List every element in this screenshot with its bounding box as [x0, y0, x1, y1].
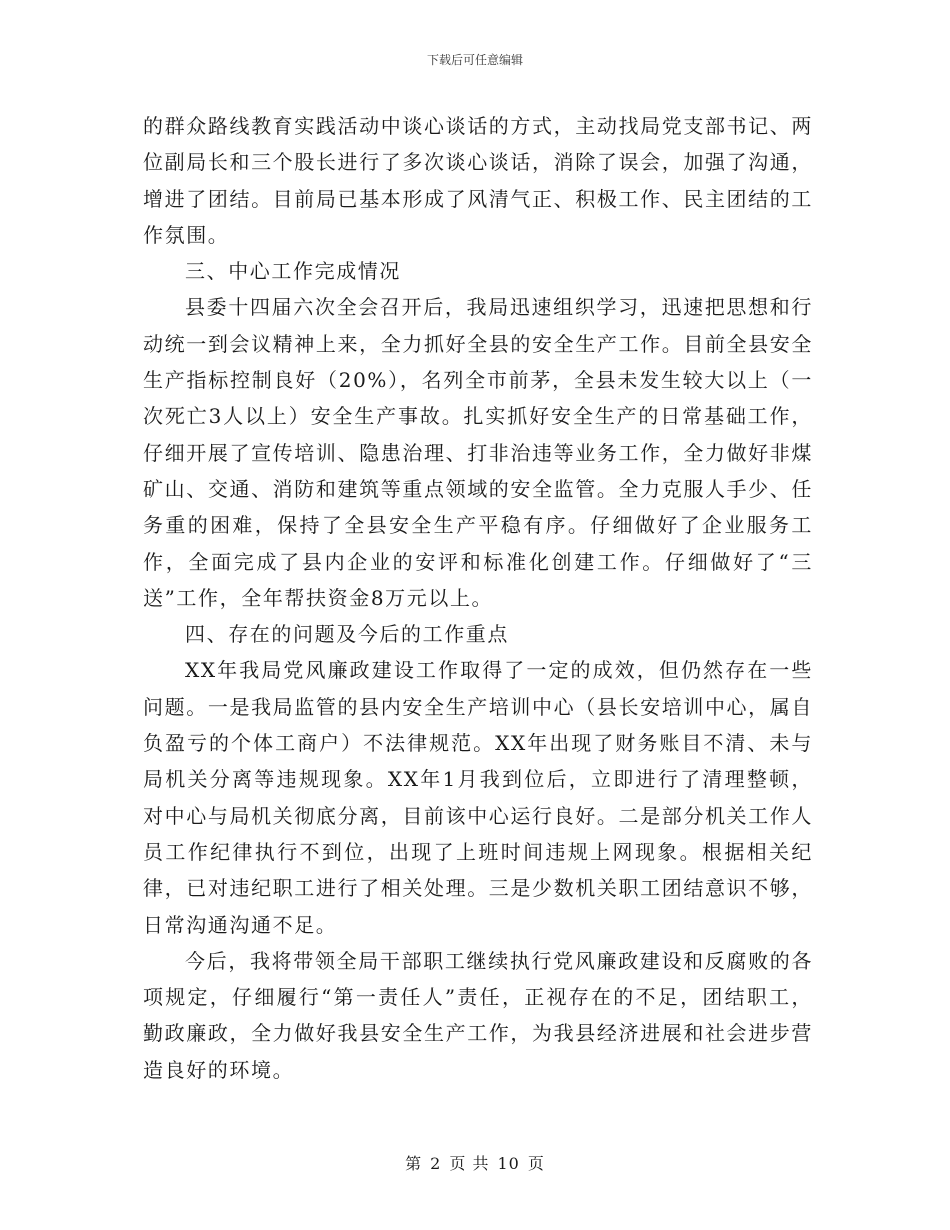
paragraph-future: 今后，我将带领全局干部职工继续执行党风廉政建设和反腐败的各项规定，仔细履行“第一责任人”责任，正视存在的不足，团结职工，勤政廉政，全力做好我县安全生产工作，为我县经济进展和社会进步营造良好的环境。	[143, 948, 813, 1082]
paragraph-problems: XX年我局党风廉政建设工作取得了一定的成效，但仍然存在一些问题。一是我局监管的县内安全生产培训中心（县长安培训中心，属自负盈亏的个体工商户）不法律规范。XX年出现了财务账目不清、未与局机关分离等违规现象。XX年1月我到位后，立即进行了清理整顿，对中心与局机关彻底分离，目前该中心运行良好。二是部分机关工作人员工作纪律执行不到位，出现了上班时间违规上网现象。根据相关纪律，已对违纪职工进行了相关处理。三是少数机关职工团结意识不够，日常沟通沟通不足。	[143, 658, 813, 937]
page-footer	[0, 1154, 950, 1174]
footer-middle: 页 共	[449, 1154, 490, 1173]
document-body	[143, 108, 813, 1088]
page-number: 2	[430, 1154, 442, 1173]
paragraph-central-work: 县委十四届六次全会召开后，我局迅速组织学习，迅速把思想和行动统一到会议精神上来，全力抓好全县的安全生产工作。目前全县安全生产指标控制良好（20%），名列全市前茅，全县未发生较大以上（一次死亡3人以上）安全生产事故。扎实抓好安全生产的日常基础工作，仔细开展了宣传培训、隐患治理、打非治违等业务工作，全力做好非煤矿山、交通、消防和建筑等重点领域的安全监管。全力克服人手少、任务重的困难，保持了全县安全生产平稳有序。仔细做好了企业服务工作，全面完成了县内企业的安评和标准化创建工作。仔细做好了“三送”工作，全年帮扶资金8万元以上。	[143, 295, 813, 610]
section-heading-4: 四、存在的问题及今后的工作重点	[185, 622, 509, 647]
paragraph-continued: 的群众路线教育实践活动中谈心谈话的方式，主动找局党支部书记、两位副局长和三个股长进行了多次谈心谈话，消除了误会，加强了沟通，增进了团结。目前局已基本形成了风清气正、积极工作、民主团结的工作氛围。	[143, 114, 813, 247]
footer-prefix: 第	[405, 1154, 423, 1173]
section-heading-3: 三、中心工作完成情况	[185, 259, 401, 284]
page-header: 下载后可任意编辑	[426, 53, 523, 67]
page-total: 10	[497, 1154, 520, 1173]
footer-suffix: 页	[527, 1154, 545, 1173]
